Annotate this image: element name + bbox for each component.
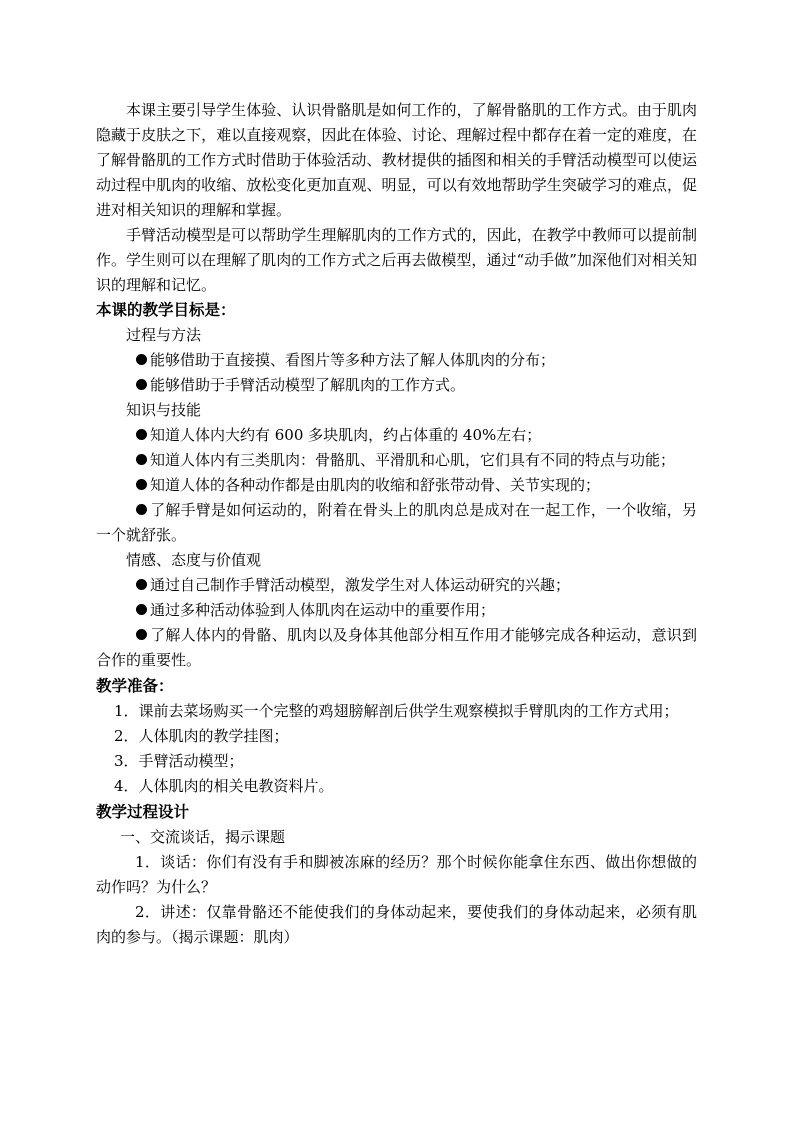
goal-item: 知道人体内有三类肌肉：骨骼肌、平滑肌和心肌，它们具有不同的特点与功能； bbox=[96, 448, 697, 473]
goal-item: 通过自己制作手臂活动模型，激发学生对人体运动研究的兴趣； bbox=[96, 573, 697, 598]
goal-item: 能够借助于手臂活动模型了解肌肉的工作方式。 bbox=[96, 373, 697, 398]
process-step: 1．谈话：你们有没有手和脚被冻麻的经历？那个时候你能拿住东西、做出你想做的动作吗？为什么？ bbox=[96, 853, 697, 896]
goal-group-title: 过程与方法 bbox=[126, 326, 202, 344]
bullet-icon bbox=[136, 429, 147, 440]
document-page bbox=[96, 96, 697, 950]
goals-heading: 本课的教学目标是： bbox=[96, 301, 236, 319]
goal-item: 能够借助于直接摸、看图片等多种方法了解人体肌肉的分布； bbox=[96, 348, 697, 373]
bullet-icon bbox=[136, 504, 147, 515]
prep-heading: 教学准备： bbox=[96, 677, 174, 695]
intro-paragraph-1: 本课主要引导学生体验、认识骨骼肌是如何工作的，了解骨骼肌的工作方式。由于肌肉隐藏于皮肤之下，难以直接观察，因此在体验、讨论、理解过程中都存在着一定的难度，在了解骨骼肌的工作方式时借助于体验活动、教材提供的插图和相关的手臂活动模型可以使运动过程中肌肉的收缩、放松变化更加直观、明显，可以有效地帮助学生突破学习的难点，促进对相关知识的理解和掌握。 bbox=[96, 101, 697, 219]
bullet-icon bbox=[136, 454, 147, 465]
goal-item: 了解人体内的骨骼、肌肉以及身体其他部分相互作用才能够完成各种运动，意识到合作的重要性。 bbox=[96, 626, 697, 669]
bullet-icon bbox=[136, 479, 147, 490]
prep-item: 3．手臂活动模型； bbox=[114, 752, 244, 770]
prep-item: 1．课前去菜场购买一个完整的鸡翅膀解剖后供学生观察模拟手臂肌肉的工作方式用； bbox=[114, 702, 679, 720]
intro-paragraph-2: 手臂活动模型是可以帮助学生理解肌肉的工作方式的，因此，在教学中教师可以提前制作。学生则可以在理解了肌肉的工作方式之后再去做模型，通过“动手做”加深他们对相关知识的理解和记忆。 bbox=[96, 226, 697, 294]
goal-group-title: 知识与技能 bbox=[126, 401, 202, 419]
bullet-icon bbox=[136, 604, 147, 615]
section-title: 一、交流谈话，揭示课题 bbox=[120, 828, 286, 846]
goal-item: 知道人体内大约有 600 多块肌肉，约占体重的 40%左右； bbox=[96, 423, 697, 448]
prep-item: 4．人体肌肉的相关电教资料片。 bbox=[114, 777, 334, 795]
bullet-icon bbox=[136, 629, 147, 640]
prep-item: 2．人体肌肉的教学挂图； bbox=[114, 727, 289, 745]
process-heading: 教学过程设计 bbox=[96, 803, 190, 821]
bullet-icon bbox=[136, 354, 147, 365]
goal-item: 了解手臂是如何运动的，附着在骨头上的肌肉总是成对在一起工作，一个收缩，另一个就舒张。 bbox=[96, 501, 697, 544]
goal-item: 知道人体的各种动作都是由肌肉的收缩和舒张带动骨、关节实现的； bbox=[96, 473, 697, 498]
bullet-icon bbox=[136, 579, 147, 590]
process-step: 2．讲述：仅靠骨骼还不能使我们的身体动起来，要使我们的身体动起来，必须有肌肉的参与。（揭示课题：肌肉） bbox=[96, 903, 697, 946]
bullet-icon bbox=[136, 379, 147, 390]
goal-item: 通过多种活动体验到人体肌肉在运动中的重要作用； bbox=[96, 598, 697, 623]
goal-group-title: 情感、态度与价值观 bbox=[126, 551, 262, 569]
